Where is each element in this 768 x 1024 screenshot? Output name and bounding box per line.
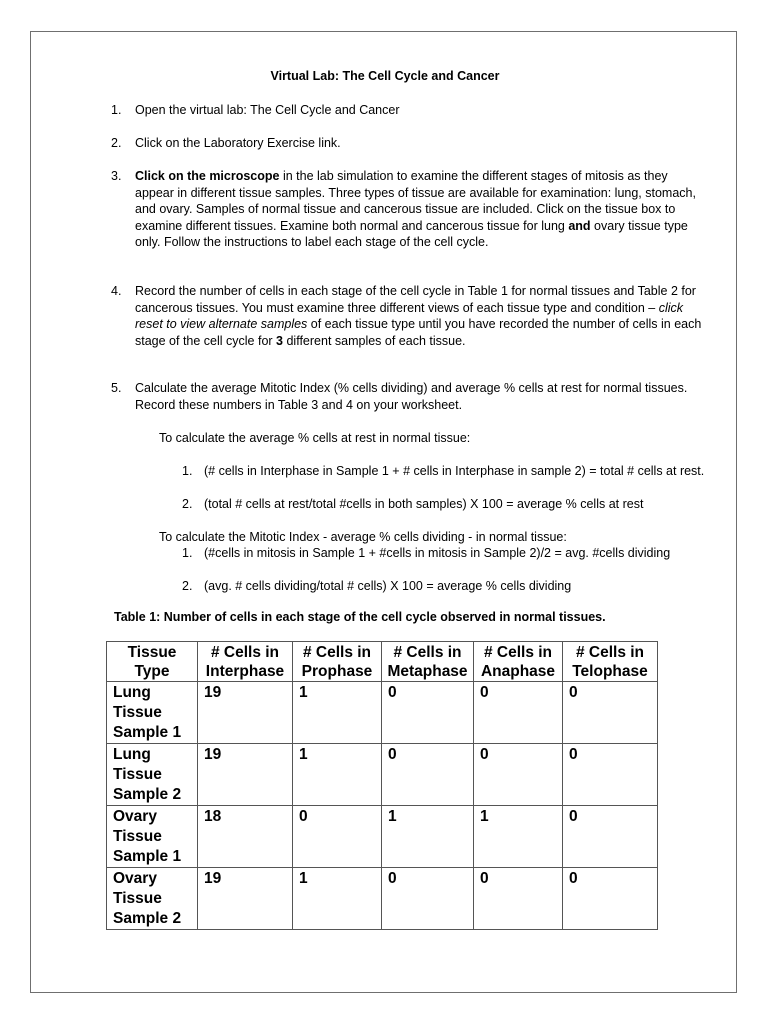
sub-step-number: 2. bbox=[182, 497, 193, 511]
table-row bbox=[107, 868, 658, 930]
header-metaphase: # Cells in Metaphase bbox=[382, 642, 474, 682]
metaphase-cell: 0 bbox=[382, 744, 474, 806]
tissue-cell: Ovary Tissue Sample 2 bbox=[107, 868, 198, 930]
table-caption: Table 1: Number of cells in each stage of the cell cycle observed in normal tissues. bbox=[114, 610, 606, 624]
document-page bbox=[30, 31, 737, 993]
sub-step-text: (# cells in Interphase in Sample 1 + # cells in Interphase in sample 2) = total # cells at rest. bbox=[204, 464, 705, 478]
step-number: 1. bbox=[111, 103, 122, 117]
metaphase-cell: 0 bbox=[382, 682, 474, 744]
anaphase-cell: 0 bbox=[474, 868, 563, 930]
prophase-cell: 0 bbox=[293, 806, 382, 868]
step-text: ovary tissue type only. Follow the instructions to label each stage of the cell cycle. bbox=[135, 218, 688, 249]
step-text: Record the number of cells in each stage of the cell cycle in Table 1 for normal tissues and Table 2 for cancerous tissues. You must examine three different views of each tissue type and condition – bbox=[135, 284, 696, 315]
telophase-cell: 0 bbox=[563, 868, 658, 930]
step-bold-number: 3 bbox=[276, 333, 283, 348]
prophase-cell: 1 bbox=[293, 682, 382, 744]
rest-step-1 bbox=[182, 463, 714, 479]
interphase-cell: 19 bbox=[198, 682, 293, 744]
sub-step-text: (total # cells at rest/total #cells in both samples) X 100 = average % cells at rest bbox=[204, 497, 644, 511]
mitotic-step-1 bbox=[182, 545, 704, 561]
header-anaphase: # Cells in Anaphase bbox=[474, 642, 563, 682]
table-row bbox=[107, 682, 658, 744]
metaphase-cell: 1 bbox=[382, 806, 474, 868]
step-number: 2. bbox=[111, 136, 122, 150]
telophase-cell: 0 bbox=[563, 744, 658, 806]
step-text: Calculate the average Mitotic Index (% cells dividing) and average % cells at rest for normal tissues. Record these numbers in Table 3 and 4 on your worksheet. bbox=[135, 381, 688, 412]
sub-step-text: (avg. # cells dividing/total # cells) X 100 = average % cells dividing bbox=[204, 579, 572, 593]
tissue-cell: Lung Tissue Sample 1 bbox=[107, 682, 198, 744]
mitotic-intro: To calculate the Mitotic Index - average % cells dividing - in normal tissue: bbox=[159, 530, 567, 544]
tissue-cell: Lung Tissue Sample 2 bbox=[107, 744, 198, 806]
sub-step-number: 1. bbox=[182, 464, 193, 478]
tissue-cell: Ovary Tissue Sample 1 bbox=[107, 806, 198, 868]
prophase-cell: 1 bbox=[293, 744, 382, 806]
prophase-cell: 1 bbox=[293, 868, 382, 930]
anaphase-cell: 0 bbox=[474, 744, 563, 806]
step-text: Click on the Laboratory Exercise link. bbox=[135, 136, 341, 150]
interphase-cell: 18 bbox=[198, 806, 293, 868]
sub-step-text: (#cells in mitosis in Sample 1 + #cells in mitosis in Sample 2)/2 = avg. #cells dividing bbox=[204, 546, 671, 560]
interphase-cell: 19 bbox=[198, 744, 293, 806]
metaphase-cell: 0 bbox=[382, 868, 474, 930]
sub-step-number: 1. bbox=[182, 546, 193, 560]
step-bold-word: and bbox=[568, 218, 591, 233]
step-number: 5. bbox=[111, 381, 122, 395]
header-telophase: # Cells in Telophase bbox=[563, 642, 658, 682]
step-text: Open the virtual lab: The Cell Cycle and Cancer bbox=[135, 103, 400, 117]
table-header-row bbox=[107, 642, 658, 682]
mitotic-step-2 bbox=[182, 578, 714, 594]
header-interphase: # Cells in Interphase bbox=[198, 642, 293, 682]
step-bold-lead: Click on the microscope bbox=[135, 169, 280, 183]
header-prophase: # Cells in Prophase bbox=[293, 642, 382, 682]
step-5 bbox=[111, 380, 705, 413]
rest-step-2 bbox=[182, 496, 724, 512]
step-italic-text: click reset to view alternate samples bbox=[135, 300, 684, 331]
step-3 bbox=[111, 168, 705, 251]
step-1 bbox=[111, 102, 705, 119]
step-text: of each tissue type until you have recorded the number of cells in each stage of the cell cycle for bbox=[135, 317, 702, 348]
document-title: Virtual Lab: The Cell Cycle and Cancer bbox=[270, 69, 500, 83]
step-number: 3. bbox=[111, 169, 122, 183]
step-4 bbox=[111, 283, 705, 349]
anaphase-cell: 0 bbox=[474, 682, 563, 744]
rest-intro: To calculate the average % cells at rest in normal tissue: bbox=[159, 431, 471, 445]
step-number: 4. bbox=[111, 284, 122, 298]
step-2 bbox=[111, 135, 705, 152]
step-text: different samples of each tissue. bbox=[283, 333, 466, 348]
sub-step-number: 2. bbox=[182, 579, 193, 593]
telophase-cell: 0 bbox=[563, 806, 658, 868]
telophase-cell: 0 bbox=[563, 682, 658, 744]
interphase-cell: 19 bbox=[198, 868, 293, 930]
header-tissue-type: Tissue Type bbox=[107, 642, 198, 682]
step-text: in the lab simulation to examine the different stages of mitosis as they appear in different tissue samples. Three types of tissue are available for examination: lung, stomach, and ovary. Samples of normal tissue and cancerous tissue are included. Click on the tissue box to examine different tissues. Examine both normal and cancerous tissue for lung bbox=[135, 169, 696, 233]
cell-count-table bbox=[106, 641, 658, 930]
anaphase-cell: 1 bbox=[474, 806, 563, 868]
table-row bbox=[107, 744, 658, 806]
table-row bbox=[107, 806, 658, 868]
